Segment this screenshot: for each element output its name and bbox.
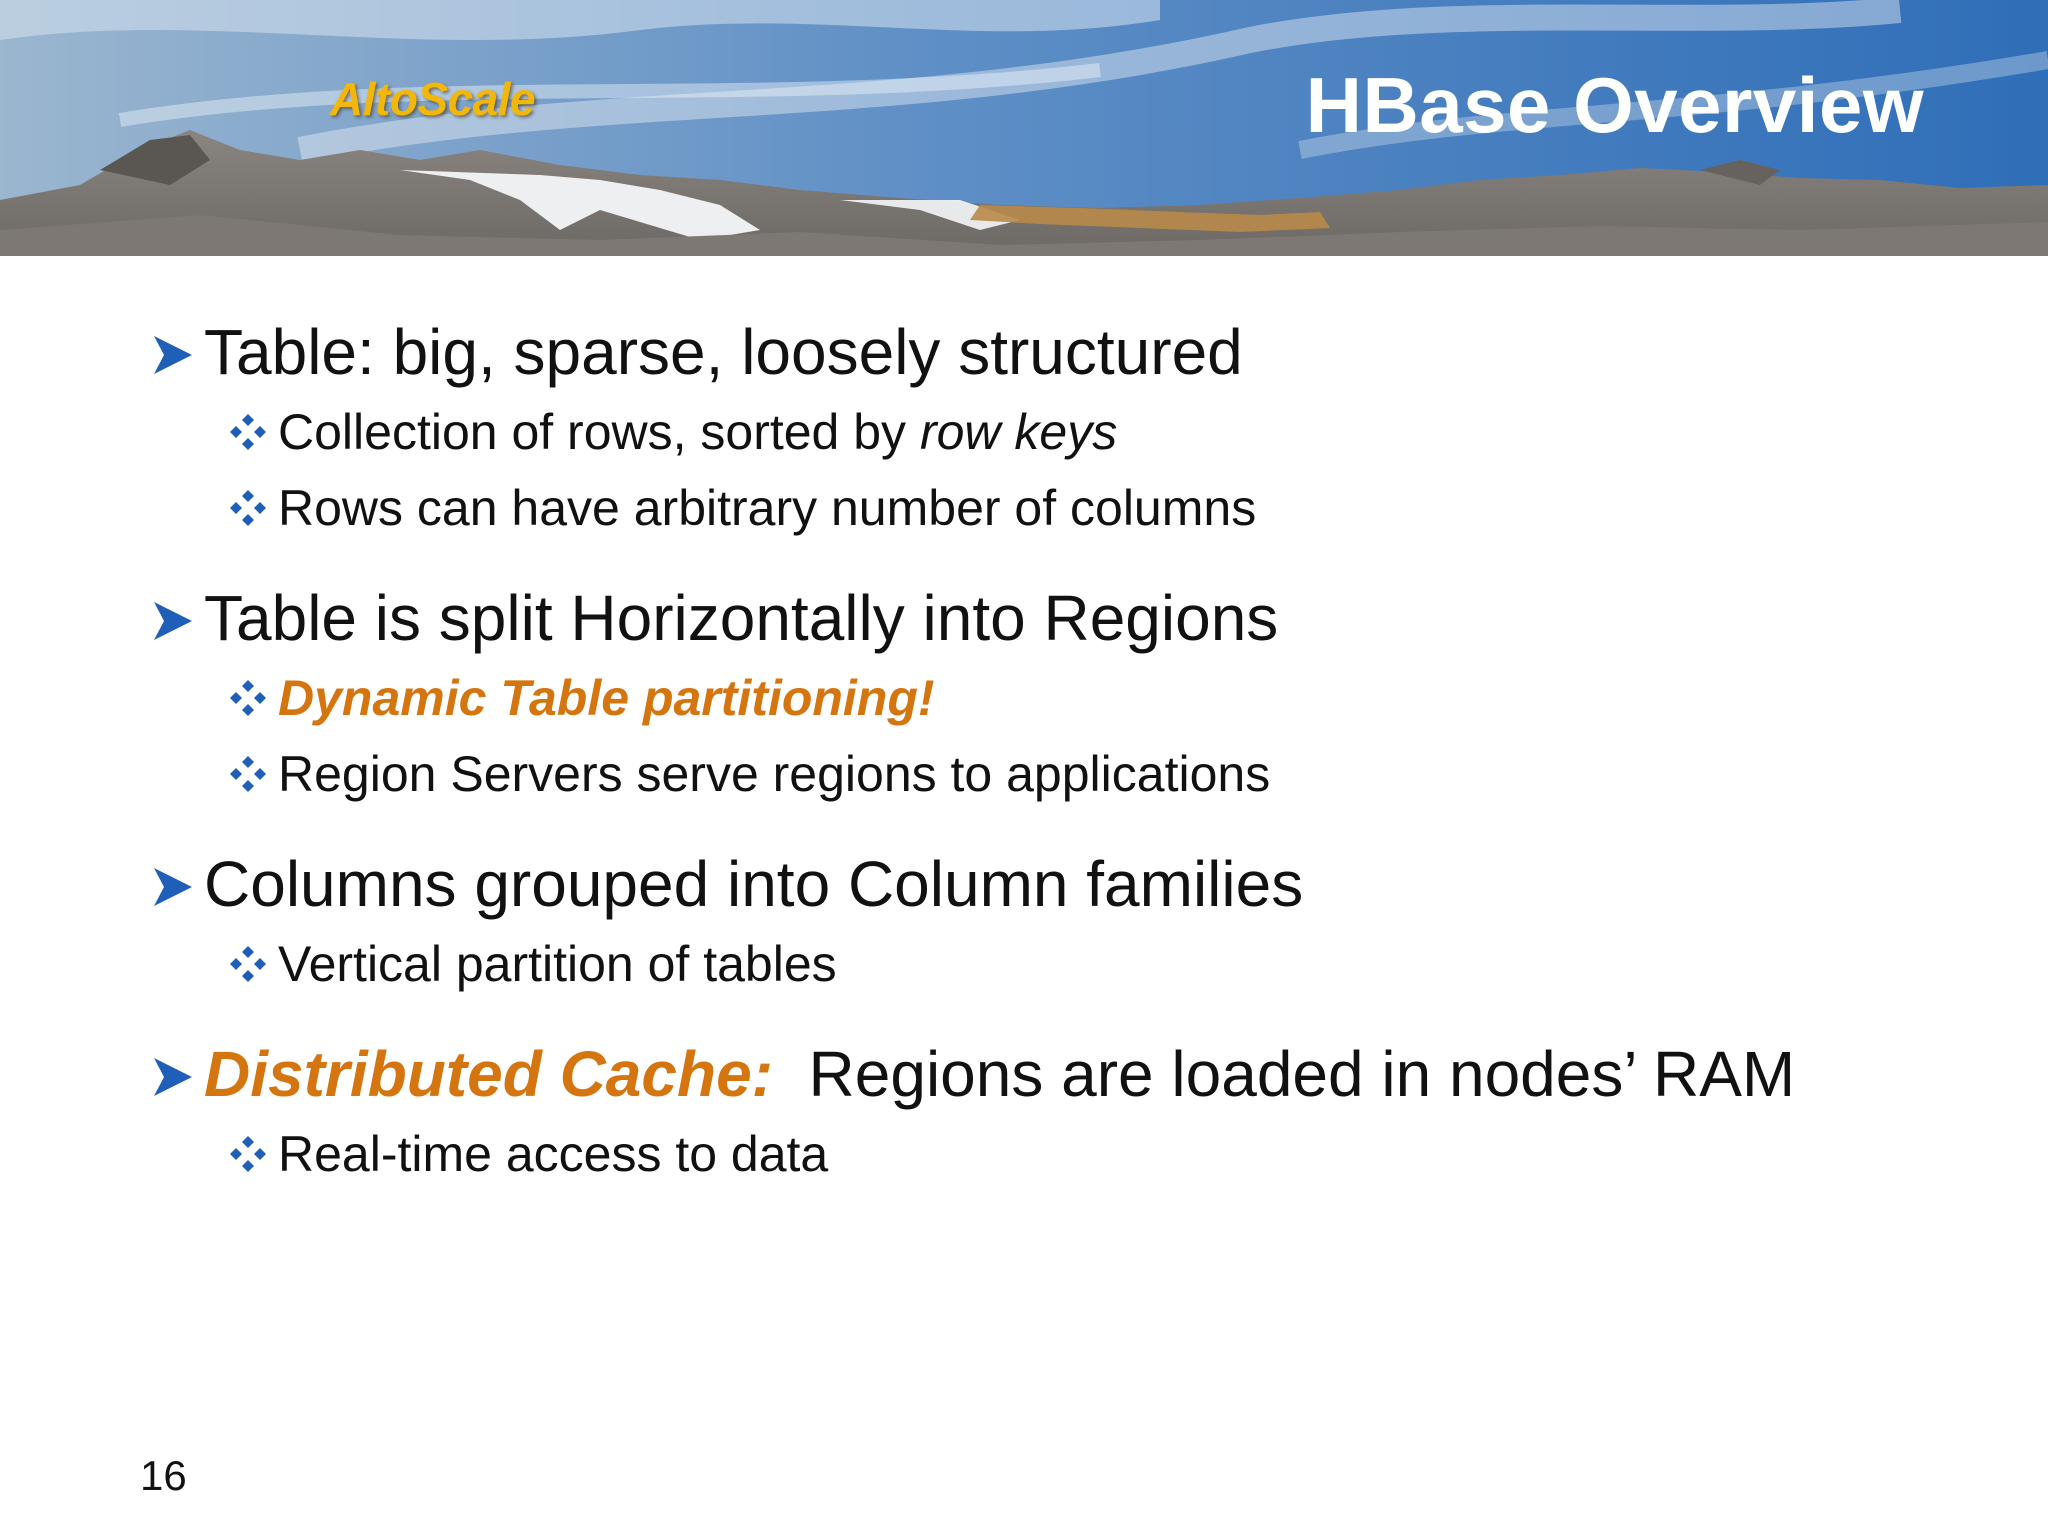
bullet-group — [150, 1032, 1990, 1192]
bullet-list — [150, 310, 1990, 1222]
bullet-text: Table is split Horizontally into Regions — [204, 582, 1279, 654]
bullet-text: Vertical partition of tables — [278, 936, 837, 992]
bullet-level1 — [150, 1032, 1990, 1116]
diamond-cluster-icon — [228, 394, 278, 470]
bullet-group — [150, 842, 1990, 1002]
bullet-level1 — [150, 310, 1990, 394]
bullet-group — [150, 576, 1990, 812]
bullet-text: Region Servers serve regions to applications — [278, 746, 1271, 802]
bullet-level2 — [228, 470, 1990, 546]
bullet-text: Real-time access to data — [278, 1126, 829, 1182]
bullet-level2 — [228, 1116, 1990, 1192]
diamond-cluster-icon — [228, 736, 278, 812]
slide-title: HBase Overview — [1305, 61, 1924, 149]
bullet-level1 — [150, 576, 1990, 660]
arrowhead-icon — [150, 1032, 204, 1116]
bullet-group — [150, 310, 1990, 546]
bullet-level2 — [228, 660, 1990, 736]
diamond-cluster-icon — [228, 470, 278, 546]
emphasis-text: row keys — [919, 404, 1118, 460]
highlight-text: Dynamic Table partitioning! — [278, 670, 935, 726]
arrowhead-icon — [150, 842, 204, 926]
brand-logo: AltoScale — [330, 73, 536, 125]
arrowhead-icon — [150, 576, 204, 660]
diamond-cluster-icon — [228, 926, 278, 1002]
arrowhead-icon — [150, 310, 204, 394]
bullet-text — [278, 394, 1117, 470]
diamond-cluster-icon — [228, 1116, 278, 1192]
bullet-text — [204, 1032, 1795, 1116]
bullet-level2 — [228, 736, 1990, 812]
header-banner — [0, 0, 2048, 256]
highlight-text: Distributed Cache: — [204, 1038, 773, 1110]
diamond-cluster-icon — [228, 660, 278, 736]
bullet-level2 — [228, 926, 1990, 1002]
bullet-text-prefix: Collection of rows, sorted by — [278, 404, 920, 460]
bullet-text: Columns grouped into Column families — [204, 848, 1304, 920]
bullet-text-rest: Regions are loaded in nodes’ RAM — [808, 1038, 1796, 1110]
bullet-text: Table: big, sparse, loosely structured — [204, 316, 1243, 388]
bullet-text: Rows can have arbitrary number of columns — [278, 480, 1257, 536]
page-number: 16 — [140, 1452, 187, 1499]
bullet-level2 — [228, 394, 1990, 470]
bullet-level1 — [150, 842, 1990, 926]
